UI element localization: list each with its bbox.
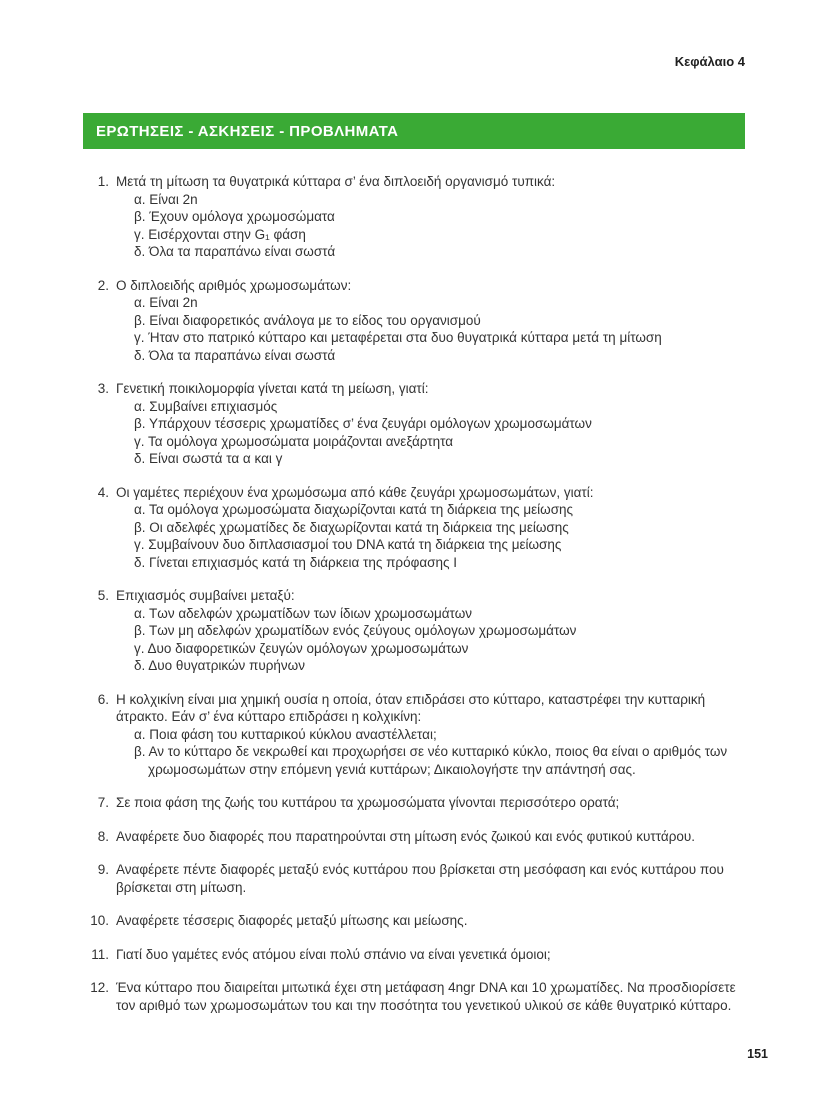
question-option: α. Των αδελφών χρωματίδων των ίδιων χρωμοσωμάτων	[134, 605, 472, 621]
question-option: γ. Τα ομόλογα χρωμοσώματα μοιράζονται ανεξάρτητα	[134, 433, 454, 449]
question-body	[116, 861, 747, 896]
section-banner	[83, 113, 745, 149]
question-option: γ. Ήταν στο πατρικό κύτταρο και μεταφέρεται στα δυο θυγατρικά κύτταρα μετά τη μίτωση	[134, 330, 662, 345]
question-text: Επιχιασμός συμβαίνει μεταξύ:	[116, 588, 295, 603]
chapter-label: Κεφάλαιο 4	[674, 54, 745, 69]
question-option: γ. Συμβαίνουν δυο διπλασιασμοί του DNA κατά τη διάρκεια της μείωσης	[134, 537, 562, 552]
question-options	[116, 191, 747, 261]
question-number: 6.	[97, 691, 109, 707]
question-number: 2.	[97, 277, 109, 293]
question-text: Αναφέρετε τέσσερις διαφορές μεταξύ μίτωσης και μείωσης.	[116, 913, 468, 928]
question-body	[116, 794, 747, 812]
question-item	[83, 946, 747, 964]
question-body	[116, 380, 747, 468]
question-body	[116, 691, 747, 779]
question-body	[116, 828, 747, 846]
question-option: β. Αν το κύτταρο δε νεκρωθεί και προχωρήσει σε νέο κυτταρικό κύκλο, ποιος θα είναι ο αριθμός των χρωμοσωμάτων στην επόμενη γενιά κυττάρων; Δικαιολογήστε την απάντησή σας.	[134, 744, 728, 777]
question-item	[83, 912, 747, 930]
question-text: Οι γαμέτες περιέχουν ένα χρωμόσωμα από κάθε ζευγάρι χρωμοσωμάτων, γιατί:	[116, 484, 594, 500]
question-item	[83, 380, 747, 468]
questions-list	[83, 173, 747, 1030]
question-option: β. Έχουν ομόλογα χρωμοσώματα	[134, 209, 335, 224]
page-number: 151	[747, 1047, 768, 1061]
question-body	[116, 946, 747, 964]
question-option: γ. Δυο διαφορετικών ζευγών ομόλογων χρωμοσωμάτων	[134, 640, 469, 656]
question-item	[83, 484, 747, 572]
question-body	[116, 912, 747, 930]
question-number: 9.	[97, 862, 109, 877]
question-text: Γενετική ποικιλομορφία γίνεται κατά τη μείωση, γιατί:	[116, 381, 429, 396]
question-options	[116, 605, 747, 675]
question-number: 7.	[97, 795, 109, 810]
question-text: Αναφέρετε δυο διαφορές που παρατηρούνται στη μίτωση ενός ζωικού και ενός φυτικού κυττάρου.	[116, 828, 696, 844]
question-item	[83, 173, 747, 261]
question-option: δ. Δυο θυγατρικών πυρήνων	[134, 658, 305, 673]
question-text: Μετά τη μίτωση τα θυγατρικά κύτταρα σ’ ένα διπλοειδή οργανισμό τυπικά:	[116, 174, 556, 189]
question-item	[83, 587, 747, 675]
question-item	[83, 794, 747, 812]
question-text: Αναφέρετε πέντε διαφορές μεταξύ ενός κυττάρου που βρίσκεται στη μεσόφαση και ενός κυττάρου που βρίσκεται στη μίτωση.	[116, 862, 724, 895]
question-number: 11.	[91, 946, 109, 962]
question-options	[116, 726, 747, 779]
question-number: 12.	[90, 980, 109, 995]
question-number: 10.	[90, 913, 109, 928]
question-item	[83, 277, 747, 365]
question-body	[116, 484, 747, 572]
question-item	[83, 828, 747, 846]
question-number: 3.	[97, 381, 109, 396]
question-body	[116, 277, 747, 365]
question-option: α. Είναι 2n	[134, 191, 198, 207]
question-option: δ. Γίνεται επιχιασμός κατά τη διάρκεια της πρόφασης I	[134, 554, 458, 570]
question-number: 4.	[97, 484, 109, 500]
question-option: α. Είναι 2n	[134, 295, 198, 310]
question-option: α. Τα ομόλογα χρωμοσώματα διαχωρίζονται κατά τη διάρκεια της μείωσης	[134, 502, 574, 517]
question-text: Σε ποια φάση της ζωής του κυττάρου τα χρωμοσώματα γίνονται περισσότερο ορατά;	[116, 795, 620, 810]
question-option: β. Υπάρχουν τέσσερις χρωματίδες σ’ ένα ζευγάρι ομόλογων χρωμοσωμάτων	[134, 416, 592, 431]
question-text: Ο διπλοειδής αριθμός χρωμοσωμάτων:	[116, 277, 352, 293]
question-item	[83, 691, 747, 779]
question-options	[116, 398, 747, 468]
question-option: β. Είναι διαφορετικός ανάλογα με το είδος του οργανισμού	[134, 312, 481, 328]
question-option: δ. Όλα τα παραπάνω είναι σωστά	[134, 244, 336, 259]
question-text: Ένα κύτταρο που διαιρείται μιτωτικά έχει στη μετάφαση 4ngr DNA και 10 χρωματίδες. Να προσδιορίσετε τον αριθμό των χρωμοσωμάτων του και την ποσότητα του γενετικού υλικού σε κάθε θυγατρικό κύτταρο.	[116, 980, 736, 1013]
question-option: γ. Εισέρχονται στην G₁ φάση	[134, 226, 306, 242]
question-number: 8.	[97, 828, 109, 844]
question-body	[116, 173, 747, 261]
question-text: Γιατί δυο γαμέτες ενός ατόμου είναι πολύ σπάνιο να είναι γενετικά όμοιοι;	[116, 946, 551, 962]
question-body	[116, 979, 747, 1014]
question-option: β. Οι αδελφές χρωματίδες δε διαχωρίζονται κατά τη διάρκεια της μείωσης	[134, 519, 569, 535]
question-options	[116, 501, 747, 571]
question-option: δ. Είναι σωστά τα α και γ	[134, 451, 283, 466]
question-option: β. Των μη αδελφών χρωματίδων ενός ζεύγους ομόλογων χρωμοσωμάτων	[134, 623, 577, 638]
question-body	[116, 587, 747, 675]
question-option: α. Ποια φάση του κυτταρικού κύκλου αναστέλλεται;	[134, 726, 437, 742]
question-option: δ. Όλα τα παραπάνω είναι σωστά	[134, 347, 336, 363]
question-item	[83, 979, 747, 1014]
question-text: Η κολχικίνη είναι μια χημική ουσία η οποία, όταν επιδράσει στο κύτταρο, καταστρέφει την κυτταρική άτρακτο. Εάν σ’ ένα κύτταρο επιδράσει η κολχικίνη:	[116, 691, 706, 724]
question-item	[83, 861, 747, 896]
question-number: 1.	[97, 174, 109, 189]
question-number: 5.	[97, 588, 109, 603]
section-banner-title: ΕΡΩΤΗΣΕΙΣ - ΑΣΚΗΣΕΙΣ - ΠΡΟΒΛΗΜΑΤΑ	[96, 122, 399, 140]
question-options	[116, 294, 747, 364]
question-option: α. Συμβαίνει επιχιασμός	[134, 398, 278, 414]
